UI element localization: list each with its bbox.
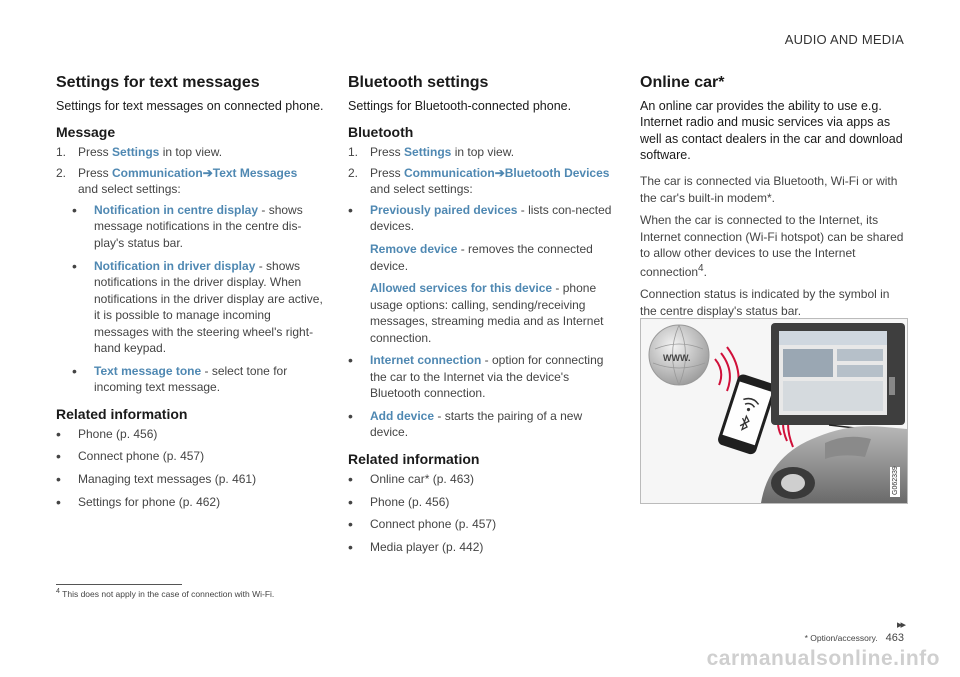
- related-item[interactable]: [56, 448, 324, 465]
- option-description: - phone usage options: calling, sending/receiving messages, streaming media and as Internet connection.: [370, 281, 604, 345]
- bullet-icon: •: [72, 362, 77, 379]
- text-messages-link[interactable]: Text Messages: [212, 165, 298, 180]
- bullet-icon: •: [72, 257, 77, 274]
- center-display-screen: [771, 323, 905, 425]
- page-number: 463: [885, 632, 904, 644]
- section-title: AUDIO AND MEDIA: [784, 32, 904, 47]
- bullet-icon: •: [56, 448, 61, 465]
- online-car-illustration: [640, 318, 908, 504]
- option-description: - shows notifications in the driver display. When notifications in the driver display are active, it is possible to manage incoming messages with the steering wheel's right-hand keypad.: [94, 258, 323, 356]
- option-description: - shows message notifications in the centre dis-play's status bar.: [94, 202, 303, 250]
- related-item[interactable]: [348, 494, 616, 511]
- related-item[interactable]: [348, 471, 616, 488]
- heading-online-car: Online car*: [640, 74, 725, 91]
- step-2: [56, 165, 324, 198]
- settings-link[interactable]: Settings: [404, 145, 452, 160]
- option-item: [348, 408, 616, 441]
- step-text: and select settings:: [78, 182, 181, 197]
- step-1: [56, 144, 324, 161]
- related-link[interactable]: Phone (p. 456): [370, 494, 450, 509]
- step-number: 2.: [56, 165, 67, 180]
- bullet-icon: •: [348, 471, 353, 487]
- related-link[interactable]: Managing text messages (p. 461): [78, 472, 257, 486]
- option-description: - lists con-nected devices.: [370, 202, 612, 234]
- bullet-icon: •: [56, 493, 61, 510]
- footnote-divider: [56, 584, 182, 585]
- paragraph: [640, 212, 908, 280]
- page-footer: [805, 632, 904, 644]
- heading-text-messages: Settings for text messages: [56, 74, 260, 91]
- option-label[interactable]: Add device: [370, 408, 435, 423]
- step-text: in top view.: [451, 145, 515, 160]
- arrow-right-icon: ➔: [494, 165, 505, 180]
- bullet-icon: •: [348, 352, 353, 369]
- paragraph: The car is connected via Bluetooth, Wi-Fi or with the car's built-in modem*.: [640, 174, 898, 205]
- option-label[interactable]: Remove device: [370, 241, 458, 256]
- communication-link[interactable]: Communication: [112, 165, 203, 180]
- option-item: [348, 352, 616, 402]
- step-text: Press: [78, 165, 113, 180]
- bullet-icon: •: [348, 516, 353, 533]
- option-description: - starts the pairing of a new device.: [370, 408, 583, 440]
- intro-online-car: An online car provides the ability to use e.g. Internet radio and music services via apps as well as contact dealers in the car and download software.: [640, 99, 903, 162]
- allowed-services-para: [348, 280, 616, 346]
- step-text: Press: [370, 145, 405, 160]
- option-accessory-note: * Option/accessory.: [804, 633, 878, 643]
- related-item[interactable]: [348, 516, 616, 533]
- related-link[interactable]: Settings for phone (p. 462): [78, 494, 221, 509]
- related-list: [56, 426, 324, 510]
- bluetooth-options-list: [348, 202, 616, 235]
- bluetooth-devices-link[interactable]: Bluetooth Devices: [504, 165, 610, 180]
- bullet-icon: •: [56, 471, 61, 487]
- column-text-messages: [56, 74, 324, 516]
- image-code: G062339: [892, 466, 899, 495]
- option-label[interactable]: Notification in centre display: [94, 202, 259, 217]
- bullet-icon: •: [56, 425, 61, 442]
- option-item: [72, 363, 324, 396]
- footnote-text: This does not apply in the case of connection with Wi-Fi.: [59, 588, 275, 599]
- option-description: - option for connecting the car to the Internet via the device's Bluetooth connection.: [370, 353, 604, 401]
- remove-device-para: [348, 241, 616, 274]
- option-label[interactable]: Internet connection: [370, 353, 482, 368]
- step-number: 1.: [348, 145, 359, 160]
- bullet-icon: •: [348, 538, 353, 555]
- option-description: - select tone for incoming text message.: [94, 363, 288, 395]
- arrow-right-icon: ➔: [202, 165, 213, 180]
- footnote-number: 4: [56, 587, 60, 595]
- bullet-icon: •: [72, 201, 77, 218]
- subheading-related-info: Related information: [56, 405, 188, 422]
- step-text: Press: [78, 145, 113, 160]
- steps-list: [348, 144, 616, 198]
- intro-bluetooth: Settings for Bluetooth-connected phone.: [348, 99, 572, 113]
- step-number: 1.: [56, 145, 67, 160]
- watermark: carmanualsonline.info: [706, 647, 940, 670]
- steps-list: [56, 144, 324, 198]
- option-item: [72, 202, 324, 252]
- related-link[interactable]: Connect phone (p. 457): [78, 449, 205, 464]
- communication-link[interactable]: Communication: [404, 165, 495, 180]
- related-link[interactable]: Media player (p. 442): [370, 539, 484, 554]
- option-item: [72, 258, 324, 357]
- intro-text-messages: Settings for text messages on connected phone.: [56, 99, 324, 113]
- option-label[interactable]: Text message tone: [94, 363, 202, 378]
- illustration-svg: [641, 319, 907, 503]
- footnote-ref[interactable]: 4: [698, 262, 704, 274]
- bullet-icon: •: [348, 201, 353, 218]
- options-list: [56, 202, 324, 396]
- bluetooth-options-list-2: [348, 352, 616, 441]
- related-item[interactable]: [56, 471, 324, 488]
- subheading-related-info: Related information: [348, 451, 480, 467]
- option-item: [348, 202, 616, 235]
- heading-bluetooth: Bluetooth settings: [348, 74, 489, 91]
- step-number: 2.: [348, 165, 359, 180]
- bullet-icon: •: [348, 493, 353, 510]
- related-link[interactable]: Connect phone (p. 457): [370, 517, 497, 532]
- paragraph: Connection status is indicated by the symbol in the centre display's status bar.: [640, 287, 890, 318]
- subheading-message: Message: [56, 124, 116, 141]
- option-label[interactable]: Previously paired devices: [370, 202, 518, 217]
- bullet-icon: •: [348, 407, 353, 424]
- related-link[interactable]: Online car* (p. 463): [370, 472, 475, 486]
- option-description: - removes the connected device.: [370, 241, 593, 273]
- related-item[interactable]: [56, 494, 324, 511]
- column-online-car: [640, 74, 908, 325]
- related-item[interactable]: [56, 426, 324, 443]
- option-label[interactable]: Notification in driver display: [94, 258, 256, 273]
- www-label: WWW.: [663, 353, 691, 363]
- step-text: in top view.: [159, 145, 223, 160]
- column-bluetooth: [348, 74, 616, 561]
- related-item[interactable]: [348, 539, 616, 556]
- paragraph-text: .: [703, 264, 707, 279]
- step-2: [348, 165, 616, 198]
- settings-link[interactable]: Settings: [112, 145, 160, 160]
- paragraph-text: When the car is connected to the Internet, its Internet connection (Wi-Fi hotspot) can be shared to allow other devices to use the Internet connection: [640, 213, 904, 279]
- step-text: Press: [370, 165, 405, 180]
- next-page-icon[interactable]: ▸▸: [896, 619, 904, 631]
- step-1: [348, 144, 616, 161]
- related-list: [348, 471, 616, 555]
- step-text: and select settings:: [370, 182, 473, 197]
- option-label[interactable]: Allowed services for this device: [370, 281, 553, 296]
- footnote: [56, 587, 274, 599]
- related-link[interactable]: Phone (p. 456): [78, 426, 158, 441]
- subheading-bluetooth: Bluetooth: [348, 124, 414, 141]
